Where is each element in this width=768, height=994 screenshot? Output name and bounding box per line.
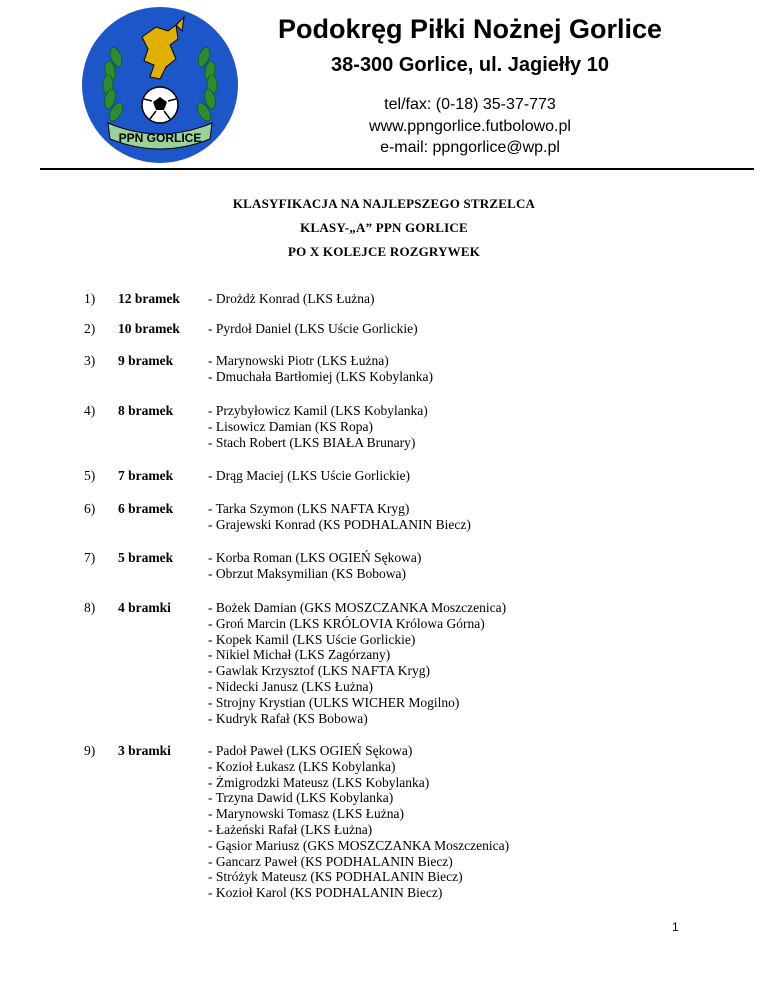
player-entry: - Strojny Krystian (ULKS WICHER Mogilno) bbox=[208, 694, 460, 710]
document-title-line-3: PO X KOLEJCE ROZGRYWEK bbox=[287, 244, 481, 259]
rank-entry: 7) 5 bramek bbox=[84, 550, 174, 565]
player-entry: - Drożdż Konrad (LKS Łużna) bbox=[208, 291, 375, 306]
player-entry: - Tarka Szymon (LKS NAFTA Kryg) bbox=[208, 501, 410, 516]
player-entry: - Obrzut Maksymilian (KS Bobowa) bbox=[208, 565, 406, 581]
player-entry: - Gancarz Paweł (KS PODHALANIN Biecz) bbox=[208, 853, 453, 869]
player-list bbox=[208, 321, 418, 337]
player-entry: - Kopek Kamil (LKS Uście Gorlickie) bbox=[208, 631, 416, 647]
player-entry: - Marynowski Tomasz (LKS Łużna) bbox=[208, 806, 405, 822]
player-list bbox=[208, 550, 421, 582]
phone-line: tel/fax: (0-18) 35-37-773 bbox=[384, 96, 556, 113]
player-entry: - Padoł Paweł (LKS OGIEŃ Sękowa) bbox=[208, 743, 413, 758]
player-entry: - Pyrdoł Daniel (LKS Uście Gorlickie) bbox=[208, 321, 418, 336]
email-line: e-mail: ppngorlice@wp.pl bbox=[380, 139, 560, 156]
rank-entry: 3) 9 bramek bbox=[84, 353, 174, 368]
ppn-gorlice-logo bbox=[80, 5, 240, 165]
player-entry: - Kozioł Łukasz (LKS Kobylanka) bbox=[208, 758, 396, 774]
player-entry: - Marynowski Piotr (LKS Łużna) bbox=[208, 353, 389, 368]
player-entry: - Gawlak Krzysztof (LKS NAFTA Kryg) bbox=[208, 663, 430, 679]
document-title-line-1: KLASYFIKACJA NA NAJLEPSZEGO STRZELCA bbox=[232, 196, 536, 211]
rank-entry: 5) 7 bramek bbox=[84, 468, 174, 483]
rank-entry: 1) 12 bramek bbox=[84, 291, 180, 306]
player-list bbox=[208, 291, 374, 307]
player-entry: - Trzyna Dawid (LKS Kobylanka) bbox=[208, 790, 394, 806]
player-entry: - Nidecki Janusz (LKS Łużna) bbox=[208, 678, 373, 694]
player-list bbox=[208, 743, 509, 901]
player-list bbox=[208, 501, 471, 533]
player-entry: - Korba Roman (LKS OGIEŃ Sękowa) bbox=[208, 550, 422, 565]
rank-entry: 2) 10 bramek bbox=[84, 321, 180, 336]
player-list bbox=[208, 468, 410, 484]
rank-entry: 8) 4 bramki bbox=[84, 600, 171, 615]
player-entry: - Gąsior Mariusz (GKS MOSZCZANKA Moszczenica) bbox=[208, 837, 510, 853]
player-list bbox=[208, 353, 433, 385]
player-entry: - Kudryk Rafał (KS Bobowa) bbox=[208, 710, 368, 726]
player-entry: - Groń Marcin (LKS KRÓLOVIA Królowa Górna) bbox=[208, 615, 485, 631]
document-title-line-2: KLASY-„A” PPN GORLICE bbox=[300, 220, 468, 235]
player-entry: - Kozioł Karol (KS PODHALANIN Biecz) bbox=[208, 885, 443, 901]
player-entry: - Bożek Damian (GKS MOSZCZANKA Moszczenica) bbox=[208, 600, 507, 615]
player-list bbox=[208, 403, 428, 450]
rank-entry: 6) 6 bramek bbox=[84, 501, 174, 516]
player-entry: - Przybyłowicz Kamil (LKS Kobylanka) bbox=[208, 403, 428, 418]
player-entry: - Łażeński Rafał (LKS Łużna) bbox=[208, 821, 373, 837]
page-number: 1 bbox=[672, 920, 679, 934]
player-entry: - Grajewski Konrad (KS PODHALANIN Biecz) bbox=[208, 516, 471, 532]
player-list bbox=[208, 600, 506, 726]
player-entry: - Nikiel Michał (LKS Zagórzany) bbox=[208, 647, 391, 663]
player-entry: - Stróżyk Mateusz (KS PODHALANIN Biecz) bbox=[208, 869, 463, 885]
player-entry: - Dmuchała Bartłomiej (LKS Kobylanka) bbox=[208, 368, 433, 384]
player-entry: - Drąg Maciej (LKS Uście Gorlickie) bbox=[208, 468, 411, 483]
player-entry: - Lisowicz Damian (KS Ropa) bbox=[208, 418, 373, 434]
organization-address: 38-300 Gorlice, ul. Jagiełły 10 bbox=[331, 54, 609, 76]
website-line: www.ppngorlice.futbolowo.pl bbox=[369, 118, 571, 135]
logo-text: PPN GORLICE bbox=[118, 131, 202, 145]
rank-entry: 9) 3 bramki bbox=[84, 743, 171, 758]
organization-name: Podokręg Piłki Nożnej Gorlice bbox=[277, 14, 663, 44]
player-entry: - Stach Robert (LKS BIAŁA Brunary) bbox=[208, 434, 416, 450]
header-divider bbox=[40, 168, 754, 170]
rank-entry: 4) 8 bramek bbox=[84, 403, 174, 418]
player-entry: - Żmigrodzki Mateusz (LKS Kobylanka) bbox=[208, 774, 430, 790]
